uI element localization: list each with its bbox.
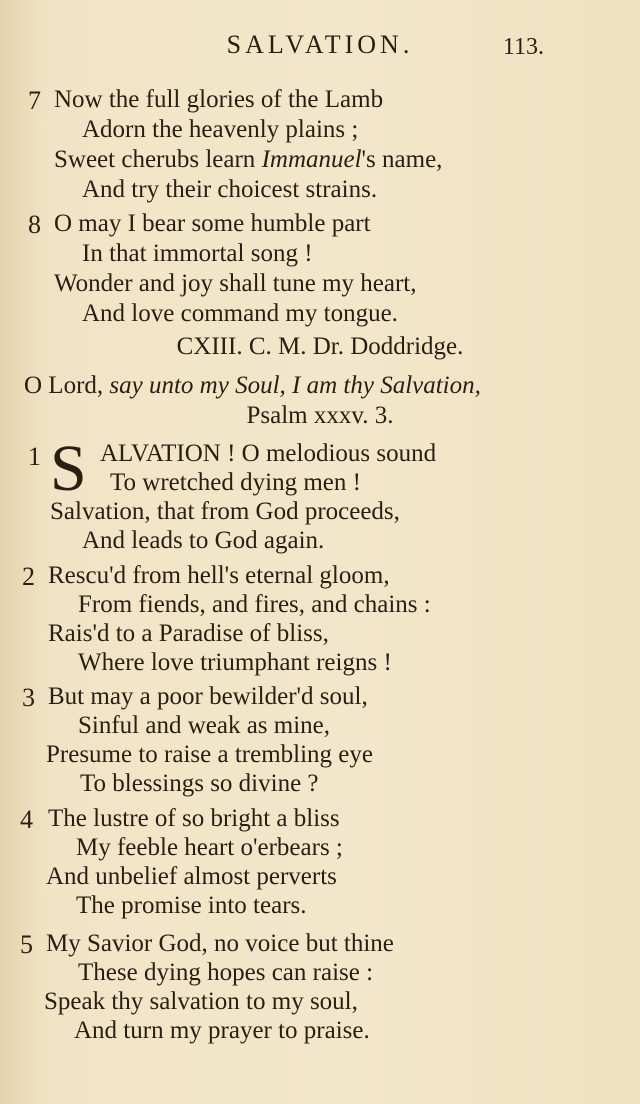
- verse-number: 8: [28, 210, 41, 239]
- verse-line: Rais'd to a Paradise of bliss,: [48, 620, 329, 647]
- italic-name: Immanuel: [261, 146, 362, 173]
- verse-line: In that immortal song !: [82, 240, 313, 267]
- verse-line: And love command my tongue.: [82, 300, 398, 327]
- verse-line: But may a poor bewilder'd soul,: [48, 683, 368, 710]
- verse-line: And unbelief almost perverts: [46, 863, 337, 890]
- psalm-citation: Psalm xxxv. 3.: [246, 402, 394, 429]
- verse-line: Presume to raise a trembling eye: [46, 741, 373, 768]
- verse-number: 4: [20, 805, 33, 834]
- verse-line: To blessings so divine ?: [80, 770, 319, 797]
- verse-line: From fiends, and fires, and chains :: [78, 591, 431, 618]
- page-number: 113.: [502, 34, 544, 60]
- verse-line: My feeble heart o'erbears ;: [76, 834, 343, 861]
- verse-line: And leads to God again.: [82, 527, 325, 554]
- hymn-heading: CXIII. C. M. Dr. Doddridge.: [176, 333, 464, 360]
- verse-number: 1: [28, 442, 41, 471]
- running-title: SALVATION.: [226, 30, 414, 59]
- verse-line: Where love triumphant reigns !: [78, 649, 392, 676]
- verse-number: 7: [28, 86, 41, 115]
- verse-line: O may I bear some humble part: [54, 210, 371, 237]
- verse-line: The lustre of so bright a bliss: [48, 805, 340, 832]
- verse-line: ALVATION ! O melodious sound: [100, 440, 437, 467]
- verse-line: Now the full glories of the Lamb: [54, 86, 384, 113]
- verse-line: To wretched dying men !: [110, 469, 361, 496]
- verse-line: The promise into tears.: [76, 892, 307, 919]
- verse-line: Sweet cherubs learn Immanuel's name,: [54, 146, 443, 173]
- verse-line: These dying hopes can raise :: [78, 959, 374, 986]
- verse-line: Speak thy salvation to my soul,: [44, 988, 358, 1015]
- verse-line: And turn my prayer to praise.: [74, 1017, 370, 1044]
- verse-number: 3: [22, 683, 35, 712]
- verse-number: 5: [20, 930, 33, 959]
- scripture-reference: O Lord, say unto my Soul, I am thy Salvation,: [24, 372, 481, 399]
- verse-line: Sinful and weak as mine,: [78, 712, 331, 739]
- drop-cap: S: [50, 432, 87, 505]
- verse-line: Adorn the heavenly plains ;: [82, 116, 359, 143]
- verse-line: And try their choicest strains.: [82, 176, 378, 203]
- verse-line: My Savior God, no voice but thine: [46, 930, 394, 957]
- verse-line: Rescu'd from hell's eternal gloom,: [48, 562, 390, 589]
- verse-line: Salvation, that from God proceeds,: [50, 498, 400, 525]
- verse-number: 2: [22, 562, 35, 591]
- verse-line: Wonder and joy shall tune my heart,: [54, 270, 417, 297]
